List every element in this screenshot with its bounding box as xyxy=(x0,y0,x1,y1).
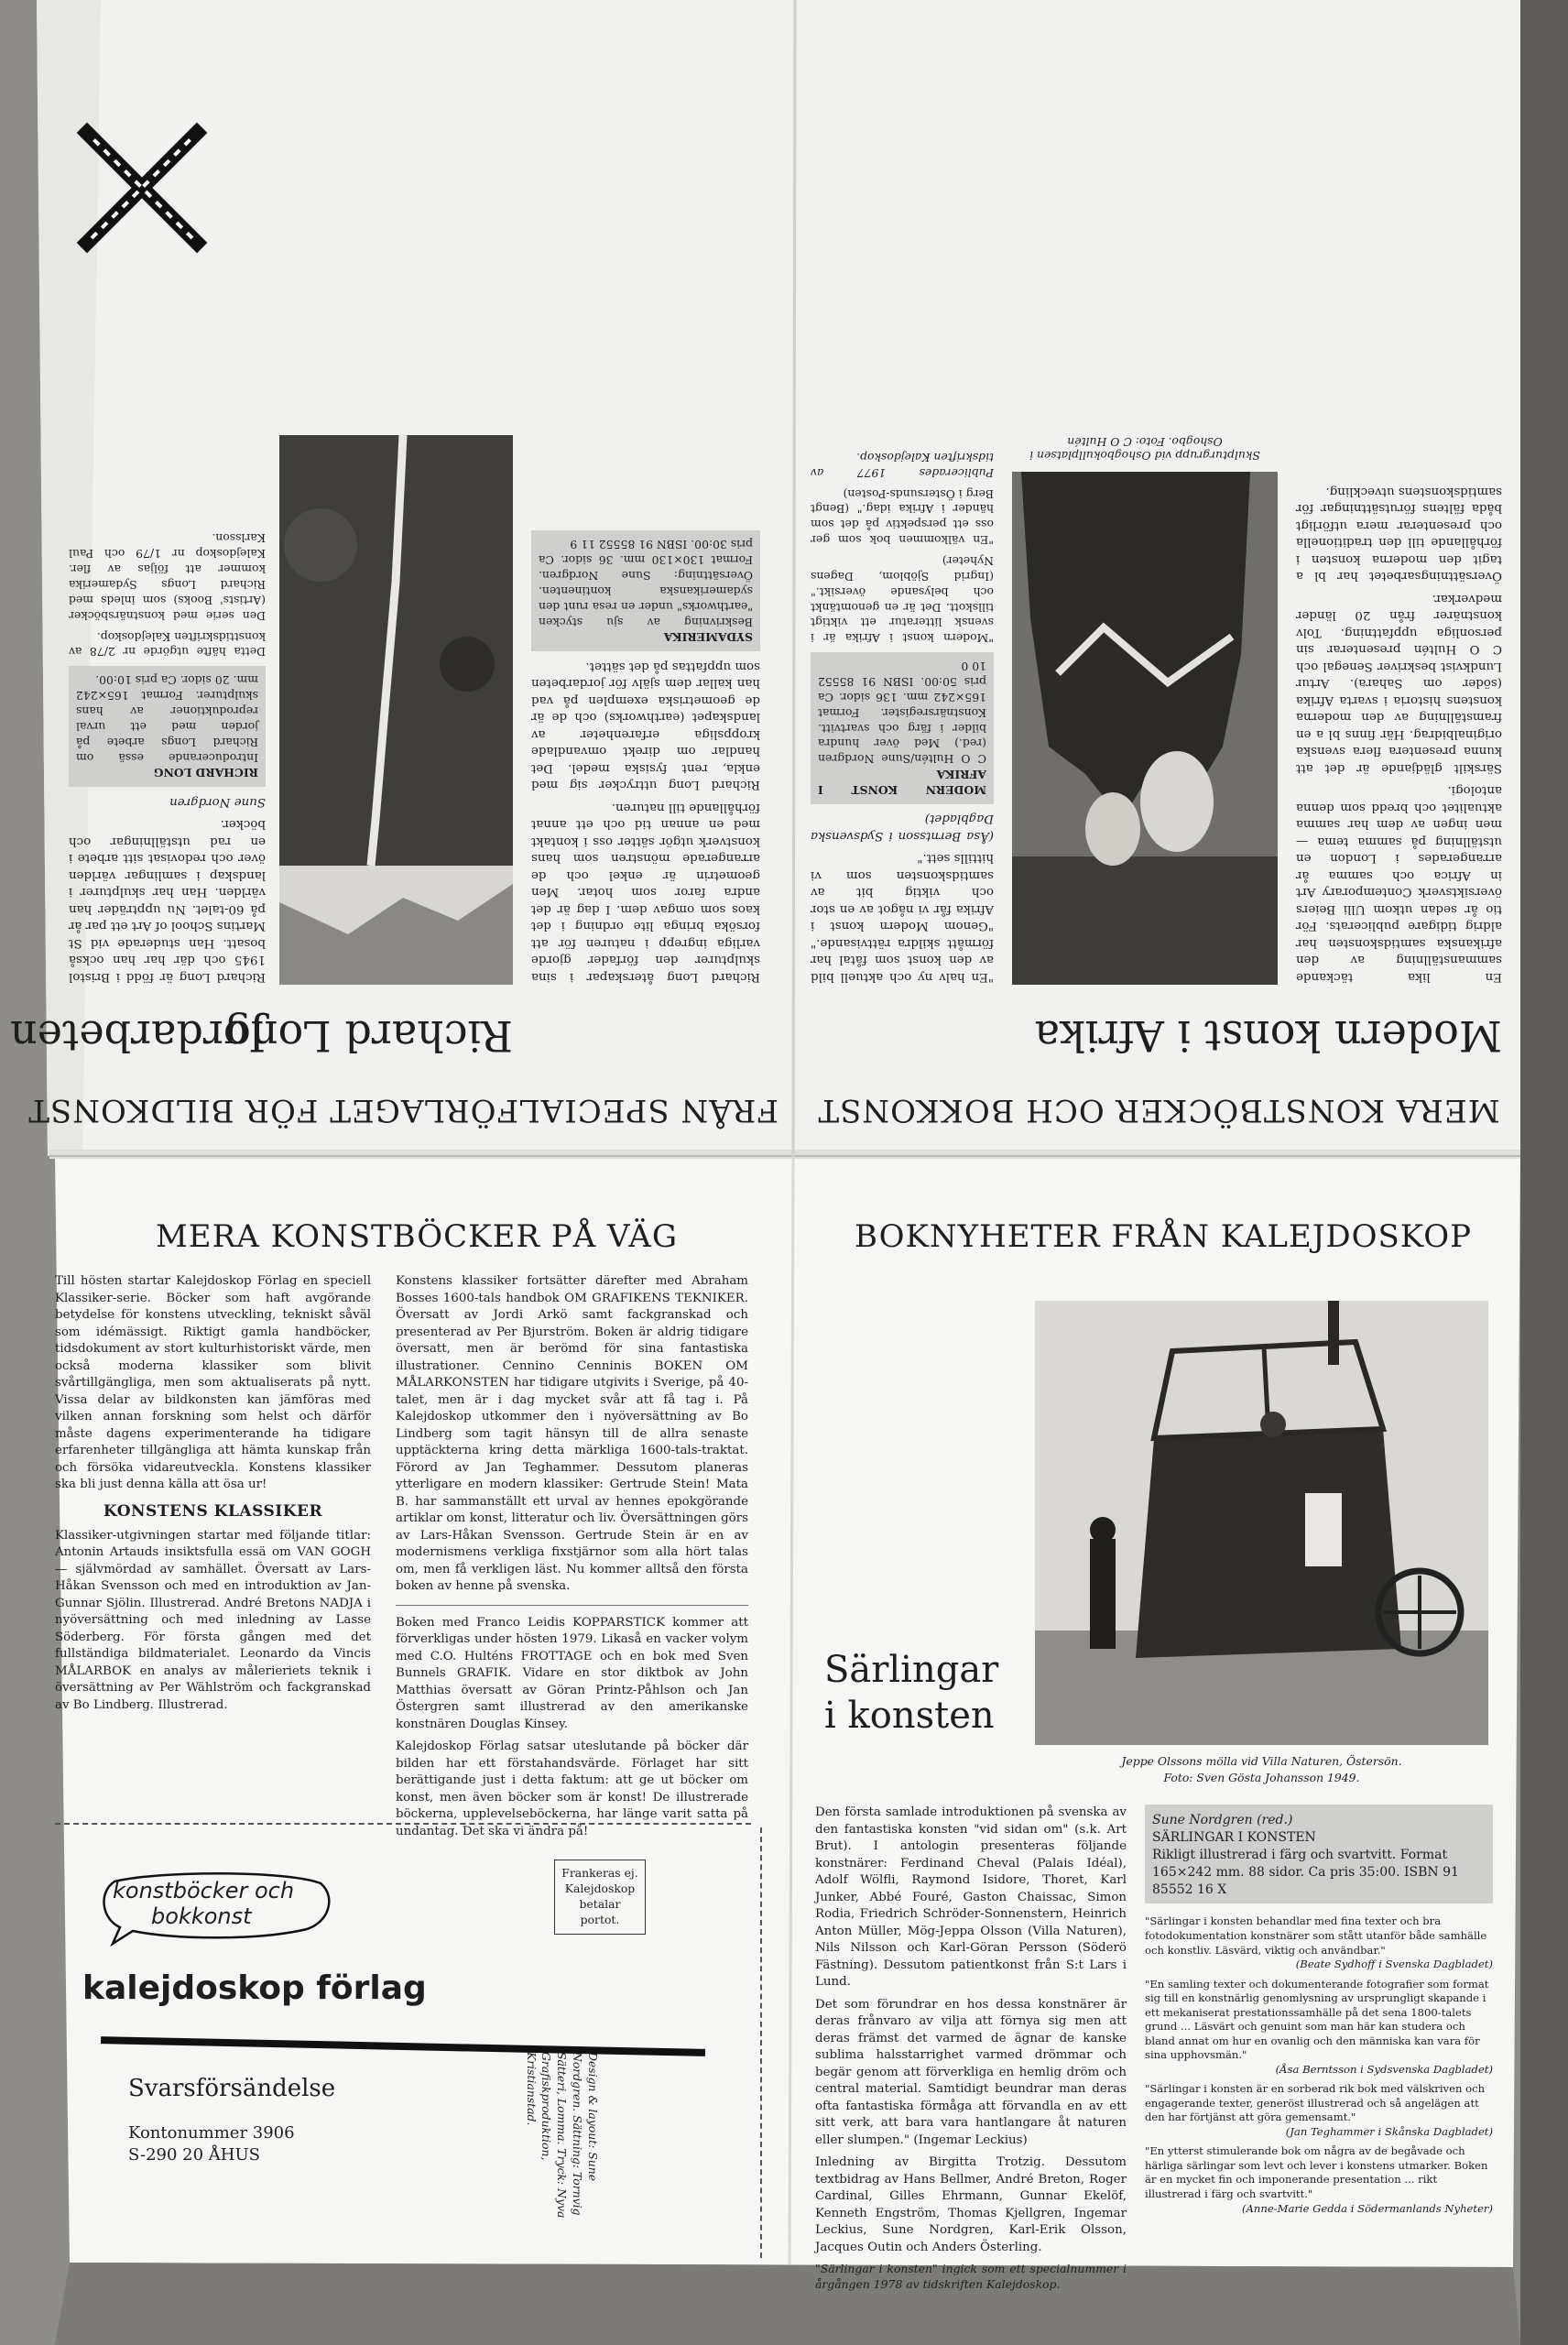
photo-credit: Foto: Sven Gösta Johansson 1949. xyxy=(1163,1771,1360,1784)
book-title: MODERN KONST I AFRIKA xyxy=(818,768,986,797)
feature-title-line-2: i konsten xyxy=(824,1695,995,1737)
panel-header: MERA KONSTBÖCKER PÅ VÄG xyxy=(155,1218,678,1255)
credits-vertical: Design & layout: Sune Nordgren. Sättning: Tornvig Sätteri, Lomma. Tryck: Nyva Grafiskproduktion, Kristianstad. xyxy=(524,2052,600,2219)
book-details: C O Hultén/Sune Nordgren (red.) Med över hundra bilder i färg och svartvitt. Konstnärsregister. Format 165×242 mm. 136 sidor. Ca pris 50:00. ISBN 91 85552 10 0 xyxy=(818,660,986,767)
text-column-3 xyxy=(811,443,994,985)
essay-info-box xyxy=(69,666,266,787)
series-note: Detta häfte utgörde nr 2/78 av konsttidskriften Kalejdoskop. xyxy=(69,629,266,660)
panel-header: MERA KONSTBÖCKER OCH BOKKONST xyxy=(817,1092,1500,1129)
book-details: Rikligt illustrerad i färg och svartvitt. Format 165×242 mm. 88 sidor. Ca pris 35:00. ISBN 91 85552 16 X xyxy=(1152,1847,1459,1897)
review-author: (Åsa Berntsson i Sydsvenska Dagbladet) xyxy=(811,812,994,843)
reply-label: Svarsförsändelse xyxy=(128,2075,336,2102)
publication-note: Publicerades 1977 av tidskriften Kalejdoskop. xyxy=(811,450,994,480)
review-quote-3: "En välkommen bok som ger oss ett perspektiv på det som händer i Afrika idag." (Bengt Berg i Östersunds-Posten) xyxy=(811,486,994,548)
text-column-2 xyxy=(396,1273,748,1846)
account-number: Kontonummer 3906 xyxy=(128,2123,295,2143)
paragraph-1: En lika täckande sammanställning av den afrikanska samtidskonsten har aldrig tidigare publicerats. För tio år sedan utkom Ulli Beiers översiktsverk Contemporary Art in Africa och samma år arrangerades i London en utställning på samma tema — men ingen av dem har samma aktualitet och bredd som denna antologi. xyxy=(1296,783,1502,984)
review-1 xyxy=(1145,1914,1493,1971)
intro-paragraph-2: Richard Long uttrycker sig med enkla, rent fysiska medel. Det handlar om direkt omvandlade kroppsliga erfarenheter av landskapet (earthworks) och de är de geometriska exemplen på vad han kallar dem själv för jordarbeten som uppfattas på det sättet. xyxy=(531,660,760,792)
essay-author: Sune Nordgren xyxy=(169,795,266,809)
panel-afrika xyxy=(797,55,1520,1136)
photo-caption: Jeppe Olssons mölla vid Villa Naturen, Östersön. xyxy=(1121,1754,1402,1768)
review-1-text: "Särlingar i konsten behandlar med fina texter och bra fotodokumentation konstnärer som stått utanför både samhälle och konstliv. Läsvärd, viktig och användbar." xyxy=(1145,1914,1487,1957)
paragraph-3: Inledning av Birgitta Trotzig. Dessutom textbidrag av Hans Bellmer, André Breton, Roger Cardinal, Gilles Ehrmann, Gunnar Ekelöf, Kenneth Engström, Thomas Kjellgren, Ingemar Leckius, Sune Nordgren, Karl-Erik Olsson, Jacques Outin och Anders Österling. xyxy=(815,2155,1127,2254)
klassiker-paragraph: Klassiker-utgivningen startar med följande titlar: Antonin Artauds insiktsfulla essä om VAN GOGH — självmördad av samhället. Översatt av Lars-Håkan Svensson och med en introduktion av Jan-Gunnar Sjölin. Illustrerad. André Bretons NADJA i nyöversättning och med inledning av Lasse Söderberg. För första gången med det fullständiga bildmaterialet. Leonardo da Vincis MÅLARBOK en analys av målerieriets teknik i översättning av Per Wählström och fackgranskad av Bo Lindberg. Illustrerad. xyxy=(55,1528,371,1712)
review-4-author: (Anne-Marie Gedda i Södermanlands Nyheter) xyxy=(1241,2201,1493,2215)
photo-caption: Skulpturgrupp vid Oshogbokullplatsen i Oshogbo. Foto: C O Hultén xyxy=(1029,435,1260,463)
text-column-1 xyxy=(531,530,760,985)
series-note-2: Den serie med konstnärsböcker (Artists' Books) som inleds med Richard Longs Sydamerika kommer att följas av fler. Kalejdoskop nr 1/79 och Paul Karlsson. xyxy=(69,531,266,623)
review-quotes xyxy=(1145,1914,1493,2216)
paragraph-3: Översättningsarbetet har bl a tagit den moderna konsten i förhållande till den traditionella och presenterar mera utförligt båda fältens förutsättningar för samtidskonstens utveckling. xyxy=(1296,485,1502,584)
review-quote: "En halv ny och aktuell bild av den konst som fåtal har förmått skildra rättvisande." "Genom Modern konst i Afrika får vi något av en stor och viktig bit av samtidskonsten som vi hittills sett." xyxy=(811,851,994,984)
panel-sarlingar xyxy=(806,1218,1520,2291)
panel-author: Richard Long xyxy=(223,1011,513,1061)
review-quote-2: "Modern konst i Afrika är i svensk litteratur ett viktigt tillskott. Det är en genomtänkt och belysande översikt." (Ingrid Sjöblom, Dagens Nyheter) xyxy=(811,553,994,646)
handwritten-logo xyxy=(96,1869,334,1947)
review-4 xyxy=(1145,2144,1493,2216)
review-1-author: (Beate Sydhoff i Svenska Dagbladet) xyxy=(1295,1958,1493,1971)
essay-details: Introducerande essä om Richard Longs arbete på jorden med ett urval reproduktioner av hans skulpturer. Format 165×242 mm. 20 sidor. Ca pris 10:00. xyxy=(76,673,258,765)
panel-header: BOKNYHETER FRÅN KALEJDOSKOP xyxy=(854,1218,1473,1255)
review-3 xyxy=(1145,2082,1493,2139)
sculpture-group-photo xyxy=(1012,472,1278,985)
panel-title: Jordarbeten xyxy=(10,1011,266,1061)
address-rule xyxy=(101,2036,705,2056)
panel-richard-long xyxy=(10,55,779,1136)
panel-title: Modern konst i Afrika xyxy=(1034,1011,1502,1061)
panel-header: FRÅN SPECIALFÖRLAGET FÖR BILDKONST xyxy=(27,1092,779,1129)
klassiker-paragraph-2: Konstens klassiker fortsätter därefter med Abraham Bosses 1600-tals handbok OM GRAFIKENS TEKNIKER. Översatt av Jordi Arkö samt fackgranskad och presenterad av Per Bjurström. Boken är aldrig tidigare översatt, men är berömd för sina fantastiska illustrationer. Cennino Cenninis BOKEN OM MÅLARKONSTEN har tidigare utgivits i Sverige, på 40-talet, men är i dag mycket svår att få tag i. På Kalejdoskop utkommer den i nyöversättning av Bo Lindberg som tagit hänsyn till de allra senaste upptäckterna kring detta märkliga 1600-tals-traktat. Förord av Jan Teghammer. Dessutom planeras ytterligare en modern klassiker: Gertrude Stein! Mata B. har sammanställt ett urval av hennes epokgörande artiklar om konst, litteratur och liv. Översättningen görs av Lars-Håkan Svensson. Gertrude Stein är en av modernismens verkliga fixstjärnor som alla hört talas om, men få verkligen läst. Nu kommer alltså den första boken av henne på svenska. xyxy=(396,1274,748,1593)
cut-line xyxy=(55,1823,751,1825)
cut-line-vertical xyxy=(760,1827,762,2258)
intro-paragraph: Till hösten startar Kalejdoskop Förlag en speciell Klassiker-serie. Böcker som haft avgörande betydelse för konstens utveckling, tekniskt såväl som idémässigt. Riktigt gamla handböcker, tidsdokument av stort kulturhistoriskt värde, men också moderna klassiker som blivit svårtillgängliga, men som aktualiserats på nytt. Vissa delar av bildkonsten kan jämföras med vilken annan forskning som helst och därför måste dagens experimenterande ha tidigare erfarenheter tillgängliga att hämta kunskap från och försöka vidareutveckla. Konstens klassiker ska bli just denna källa att ösa ur! xyxy=(55,1274,371,1491)
paragraph-1: Den första samlade introduktionen på svenska av den fantastiska konsten "vid sidan om" (s.k. Art Brut). I antologin presenteras följande konstnärer: Ferdinand Cheval (Palais Idéal), Adolf Wölfli, Raymond Isidore, Thoret, Karl Junker, Abbé Fouré, Gaston Chaissac, Simon Rodia, Friedrich Schröder-Sonnenstern, Heinrich Anton Müller, Mög-Jeppa Olsson (Villa Naturen), Nils Nilsson och Karl-Göran Persson (Söderö Fästning). Dessutom patientkonst från S:t Lars i Lund. xyxy=(815,1805,1127,1989)
essay-title: RICHARD LONG xyxy=(153,766,258,780)
upcoming-paragraph: Boken med Franco Leidis KOPPARSTICK kommer att förverkligas under hösten 1979. Likaså en vacker volym med C.O. Hulténs FROTTAGE och en bok med Sven Bunnels GRAFIK. Vidare en stor diktbok av John Matthias översatt av Göran Printz-Påhlson och Jan Östergren samt illustrerad av den amerikanske konstnären Douglas Kinsey. xyxy=(396,1615,748,1731)
section-heading: KONSTENS KLASSIKER xyxy=(103,1501,323,1521)
book-info-box xyxy=(1145,1805,1493,1903)
text-column-1 xyxy=(815,1805,1127,2298)
publication-note: "Särlingar i konsten" ingick som ett specialnummer i årgången 1978 av tidskriften Kalejdoskop. xyxy=(815,2262,1127,2291)
logo-line-2: bokkonst xyxy=(151,1903,252,1929)
bio-paragraph: Richard Long är född i Bristol 1945 och där har han också bosatt. Han studerade vid St Martins School of Art ett par år på 60-talet. Nu uppträder han världen. Han har skulpturer i landskap i samlingar världen över och redovisat sitt arbete i en rad utställningar och böcker. xyxy=(69,817,266,984)
review-4-text: "En ytterst stimulerande bok om några av de begåvade och härliga särlingar som levt och lever i konstens utmarker. Boken är en mycket fin och imponerande presentation ... rikt illustrerad i färg och svartvitt." xyxy=(1145,2144,1488,2201)
book-details: Beskrivning av sju stycken "earthworks" under en resa runt den sydamerikanska kontinenten. Översättning: Sune Nordgren. Format 130×130 mm. 36 sidor. Ca pris 30:00. ISBN 91 85552 11 9 xyxy=(539,538,753,629)
text-column-1 xyxy=(55,1273,371,1719)
kalejdoskop-cross-logo xyxy=(73,119,211,256)
logo-line-1: konstböcker och xyxy=(113,1878,295,1903)
text-column-2 xyxy=(1145,1805,1493,2221)
postal-address: S-290 20 ÅHUS xyxy=(128,2145,260,2165)
stone-line-photo xyxy=(279,435,513,985)
review-2-author: (Åsa Berntsson i Sydsvenska Dagbladet) xyxy=(1275,2062,1493,2076)
book-info-box xyxy=(531,530,760,651)
review-2 xyxy=(1145,1978,1493,2078)
windmill-tower-photo xyxy=(1035,1301,1488,1745)
review-3-author: (Jan Teghammer i Skånska Dagbladet) xyxy=(1285,2124,1493,2138)
intro-paragraph: Richard Long återskapar i sina skulpturer den förfader gjorde varliga ingrepp i naturen för att forsöka bringa lite ordning i det kaos som omgav dem. I dag är det andra faror som hotar. Men geometrin är enkel och de arrangerade mönstren som hans konstverk utgör sätter oss i kontakt med en annan tid och ett annat förhållande till naturen. xyxy=(531,801,760,984)
book-title: SÄRLINGAR I KONSTEN xyxy=(1152,1829,1316,1845)
paragraph-2: Det som förundrar en hos dessa konstnärer är deras frånvaro av vilja att förnya sig men att deras främst det varmed de ägnar de kanske sublima halsstarrighet varmed drömmar och begär genom att förverkliga en hemlig dröm och central material. Samtidigt beundrar man deras ofta fantastiska förmåga att förvandla en av ett sitt verk, att bara vara hantlangare åt naturen eller slumpen." (Ingemar Leckius) xyxy=(815,1997,1127,2147)
book-info-box xyxy=(811,652,994,804)
feature-title-line-1: Särlingar xyxy=(824,1649,999,1691)
review-3-text: "Särlingar i konsten är en sorberad rik bok med välskriven och engagerande texter, generöst illustrerad och så angelägen att den har förtjänst att göra gemensamt." xyxy=(1145,2082,1486,2124)
publisher-name: kalejdoskop förlag xyxy=(82,1969,427,2007)
paragraph-2: Särskilt glädjande är det att kunna presentera flera svenska originalbidrag. Här finns bl a en framställning av den moderna konstens historia i svarta Afrika (söder om Sahara). Artur Lundkvist beskriver Senegal och C O Hultén presenterar sin personliga uppfattning. Tolv konstnärer från 20 länder medverkar. xyxy=(1296,592,1502,775)
panel-konstbocker-pa-vag xyxy=(55,1218,779,2263)
postage-stamp-box: Frankeras ej. Kalejdoskop betalar portot. xyxy=(554,1860,646,1935)
book-title: SYDAMERIKA xyxy=(663,630,753,645)
publisher-paragraph: Kalejdoskop Förlag satsar uteslutande på böcker där bilden har ett förstahandsvärde. Förlaget har sitt berättigande just i detta faktum: att ge ut böcker om konst, men även böcker som är konst! De illustrerade böckerna, upplevelseböckerna, har länge varit satta på undantag. Det ska vi ändra på! xyxy=(396,1740,748,1838)
book-editor: Sune Nordgren (red.) xyxy=(1152,1813,1293,1827)
text-column-1 xyxy=(1296,477,1502,986)
review-2-text: "En samling texter och dokumenterande fotografier som format sig till en konstnärlig genomlysning av ursprungligt skapande i ett mekaniserat prestationssamhälle på det sena 1800-talets grund ... Läsvärt och genuint som man här kan studera och bland annat om hur en ovanlig och den människa kan vara för sina upphovsmän." xyxy=(1145,1977,1489,2062)
text-column-2 xyxy=(69,525,266,985)
